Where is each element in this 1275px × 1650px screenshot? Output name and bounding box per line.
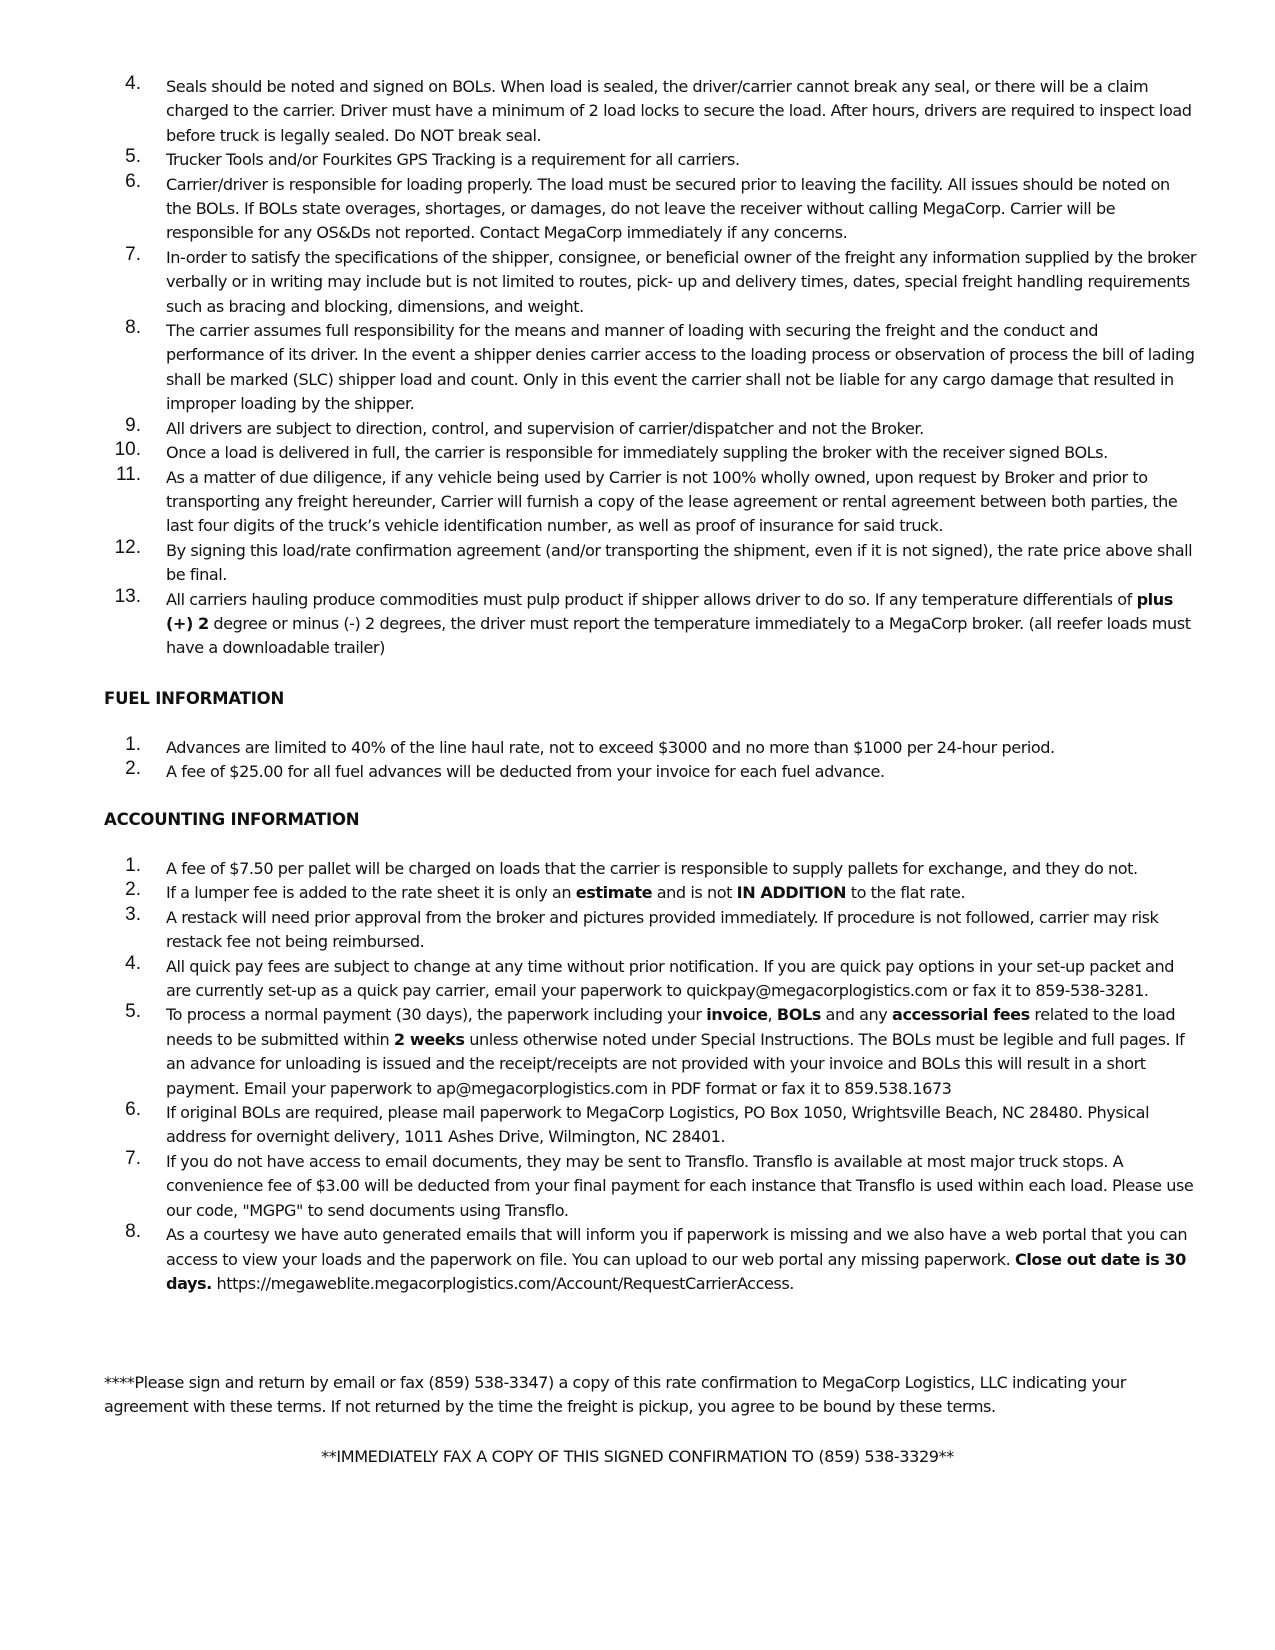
list-item [0, 319, 1275, 417]
item-text: All drivers are subject to direction, control, and supervision of carrier/dispatcher and not the Broker. [166, 418, 924, 438]
list-item [0, 441, 1275, 465]
list-item [0, 1223, 1275, 1296]
item-number: 12. [114, 536, 141, 558]
item-number: 4. [125, 952, 141, 974]
item-number: 3. [125, 903, 141, 925]
list-item [0, 243, 1275, 319]
item-text: Advances are limited to 40% of the line haul rate, not to exceed $3000 and no more than $1000 per 24-hour period. [166, 738, 1055, 757]
item-number: 11. [115, 463, 141, 485]
list-item [0, 1003, 1275, 1101]
item-number: 7. [125, 243, 141, 265]
item-text: Once a load is delivered in full, the carrier is responsible for immediately suppling the broker with the receiver signed BOLs. [166, 443, 1108, 463]
text-run: and any [820, 1005, 893, 1025]
item-number: 4. [125, 73, 141, 94]
list-item [0, 414, 1275, 441]
terms-list [0, 75, 1275, 661]
list-item [0, 1147, 1275, 1223]
item-number: 6. [125, 1099, 141, 1121]
accounting-list [0, 857, 1275, 1296]
item-number: 7. [125, 1147, 141, 1169]
text-run: As a courtesy we have auto generated emails that will inform you if paperwork is missing and we also have a web portal that you can access to view your loads and the paperwork on file. You can upload to our web portal any missing paperwork. [166, 1225, 1188, 1269]
text-run: related to the load needs to be submitted within [166, 1005, 1176, 1049]
item-text: As a matter of due diligence, if any vehicle being used by Carrier is not 100% wholly owned, upon request by Broker and prior to transporting any freight hereunder, Carrier will furnish a copy of the lease agreement or rental agreement between both parties, the last four digits of the truck’s vehicle identification number, as well as proof of insurance for said truck. [166, 467, 1178, 536]
list-item [0, 463, 1275, 539]
list-item [0, 857, 1275, 881]
item-text: Carrier/driver is responsible for loading properly. The load must be secured prior to leaving the facility. All issues should be noted on the BOLs. If BOLs state overages, shortages, or damages, do not leave the receiver without calling MegaCorp. Carrier will be responsible for any OS&Ds not reported. Contact MegaCorp immediately if any concerns. [166, 174, 1170, 243]
closing-note: ****Please sign and return by email or fax (859) 538-3347) a copy of this rate confirmation to MegaCorp Logistics, LLC indicating your agreement with these terms. If not returned by the time the freight is pickup, you agree to be bound by these terms. [104, 1373, 1126, 1417]
list-item [0, 736, 1275, 760]
item-number: 9. [125, 414, 141, 436]
list-item [0, 536, 1275, 588]
text-run: unless otherwise noted under Special Instructions. The BOLs must be legible and full pages. If an advance for unloading is issued and the receipt/receipts are not provided with your invoice and BOLs this will result in a short payment. Email your paperwork to ap@megacorplogistics.com in PDF format or fax it to 859.538.1673 [166, 1029, 1185, 1098]
item-text [166, 588, 1198, 661]
bold-text: 2 weeks [393, 1029, 465, 1049]
bold-text: invoice [706, 1005, 768, 1025]
bold-text: estimate [575, 883, 653, 903]
item-number: 2. [125, 879, 141, 901]
text-run: If a lumper fee is added to the rate sheet it is only an [166, 883, 576, 903]
list-item [0, 75, 1275, 148]
item-number: 8. [125, 1221, 141, 1243]
item-text: Trucker Tools and/or Fourkites GPS Tracking is a requirement for all carriers. [166, 150, 740, 170]
item-text: If original BOLs are required, please mail paperwork to MegaCorp Logistics, PO Box 1050, Wrightsville Beach, NC 28480. Physical address for overnight delivery, 1011 Ashes Drive, Wilmington, NC 28401. [166, 1103, 1150, 1147]
item-number: 10. [114, 439, 141, 461]
item-text: Seals should be noted and signed on BOLs. When load is sealed, the driver/carrier cannot break any seal, or there will be a claim charged to the carrier. Driver must have a minimum of 2 load locks to secure the load. After hours, drivers are required to inspect load before truck is legally sealed. Do NOT break seal. [166, 77, 1192, 145]
bold-text: IN ADDITION [736, 883, 847, 903]
text-run: https://megaweblite.megacorplogistics.com/Account/RequestCarrierAccess. [211, 1273, 794, 1293]
item-text: By signing this load/rate confirmation agreement (and/or transporting the shipment, even if it is not signed), the rate price above shall be final. [166, 540, 1193, 585]
bold-text: BOLs [776, 1005, 821, 1025]
fuel-heading: FUEL INFORMATION [104, 689, 285, 708]
text-run: and is not [652, 883, 737, 903]
item-number: 2. [125, 758, 141, 780]
item-text: A fee of $7.50 per pallet will be charged on loads that the carrier is responsible to supply pallets for exchange, and they do not. [166, 859, 1138, 878]
list-item [0, 881, 1275, 905]
item-text [166, 1223, 1198, 1296]
text-run: degree or minus (-) 2 degrees, the driver must report the temperature immediately to a MegaCorp broker. (all reefer loads must have a downloadable trailer) [166, 613, 1191, 658]
item-text: A fee of $25.00 for all fuel advances will be deducted from your invoice for each fuel advance. [166, 762, 885, 782]
item-text [166, 881, 1198, 905]
text-run: All carriers hauling produce commodities must pulp product if shipper allows driver to do so. If any temperature differentials of [166, 589, 1137, 609]
list-item [0, 170, 1275, 246]
item-number: 5. [125, 146, 141, 168]
bold-text: accessorial fees [892, 1005, 1030, 1025]
list-item [0, 585, 1275, 661]
item-number: 5. [125, 1001, 141, 1023]
text-run: To process a normal payment (30 days), the paperwork including your [166, 1005, 707, 1025]
list-item [0, 148, 1275, 172]
item-number: 1. [125, 855, 141, 876]
text-run: , [767, 1005, 777, 1025]
fax-notice: **IMMEDIATELY FAX A COPY OF THIS SIGNED CONFIRMATION TO (859) 538-3329** [321, 1447, 954, 1466]
item-text: A restack will need prior approval from the broker and pictures provided immediately. If procedure is not followed, carrier may risk restack fee not being reimbursed. [166, 907, 1159, 952]
list-item [0, 1101, 1275, 1150]
fuel-list [0, 736, 1275, 785]
text-run: to the flat rate. [846, 883, 966, 903]
list-item [0, 903, 1275, 955]
item-number: 6. [125, 170, 141, 192]
bold-text: Close out date is 30 days. [166, 1249, 1186, 1293]
item-text: The carrier assumes full responsibility for the means and manner of loading with securing the freight and the conduct and performance of its driver. In the event a shipper denies carrier access to the loading process or observation of process the bill of lading shall be marked (SLC) shipper load and count. Only in this event the carrier shall not be liable for any cargo damage that resulted in improper loading by the shipper. [166, 321, 1195, 414]
item-number: 1. [125, 734, 141, 755]
list-item [0, 952, 1275, 1004]
accounting-heading: ACCOUNTING INFORMATION [104, 810, 360, 829]
item-number: 13. [114, 585, 141, 607]
item-text: All quick pay fees are subject to change at any time without prior notification. If you are quick pay options in your set-up packet and are currently set-up as a quick pay carrier, email your paperwork to quickpay@megacorplogistics.com or fax it to 859-538-3281. [166, 956, 1175, 1001]
list-item [0, 760, 1275, 784]
item-text: If you do not have access to email documents, they may be sent to Transflo. Transflo is available at most major truck stops. A convenience fee of $3.00 will be deducted from your final payment for each instance that Transflo is used within each load. Please use our code, "MGPG" to send documents using Transflo. [166, 1151, 1194, 1220]
bold-text: plus (+) 2 [166, 589, 1173, 633]
item-text: In-order to satisfy the specifications of the shipper, consignee, or beneficial owner of the freight any information supplied by the broker verbally or in writing may include but is not limited to routes, pick- up and delivery times, dates, special freight handling requirements such as bracing and blocking, dimensions, and weight. [166, 247, 1197, 316]
item-text [166, 1003, 1198, 1101]
item-number: 8. [125, 317, 141, 339]
